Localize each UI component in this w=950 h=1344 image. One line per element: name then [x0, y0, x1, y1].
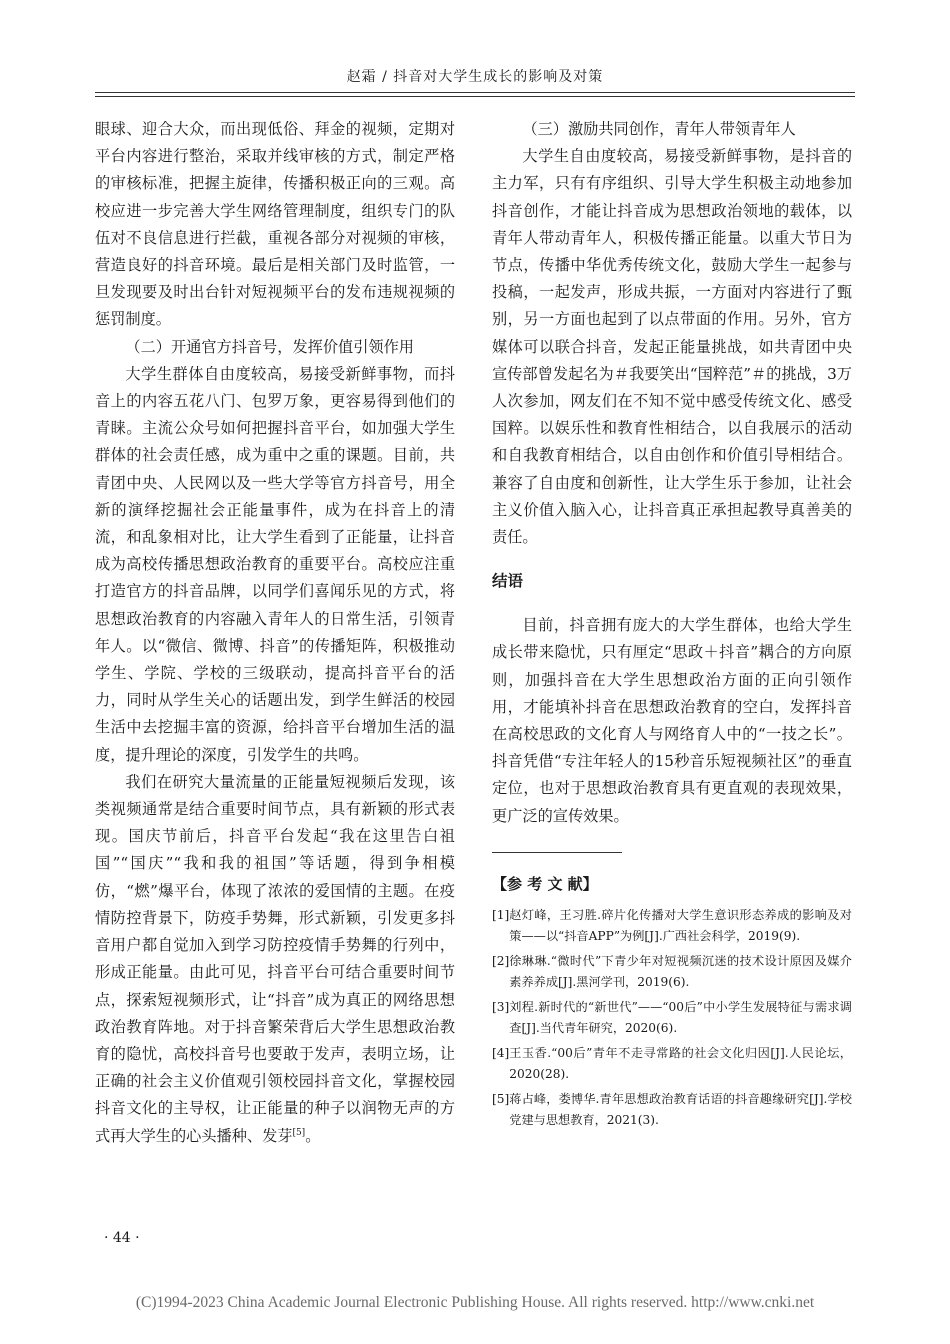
page-number: · 44 · [104, 1230, 140, 1246]
conclusion-heading: 结语 [492, 571, 524, 591]
body-paragraph: 大学生自由度较高，易接受新鲜事物，是抖音的主力军，只有有序组织、引导大学生积极主动地参加抖音创作，才能让抖音成为思想政治领地的载体，以青年人带动青年人，积极传播正能量。以重大节日为节点，传播中华优秀传统文化，鼓励大学生一起参与投稿，一起发声，形成共振，一方面对内容进行了甄别，另一方面也起到了以点带面的作用。另外，官方媒体可以联合抖音，发起正能量挑战，如共青团中央宣传部曾发起名为＃我要笑出“国粹范”＃的挑战，3万人次参加，网友们在不知不觉中感受传统文化、感受国粹。以娱乐性和教育性相结合，以自我展示的活动和自我教育相结合，以自由创作和价值引导相结合。兼容了自由度和创新性，让大学生乐于参加，让社会主义价值入脑入心，让抖音真正承担起教导真善美的责任。 [492, 147, 852, 547]
header-divider [95, 92, 855, 97]
paragraph-end: 。 [305, 1126, 321, 1145]
reference-item [492, 905, 852, 948]
subsection-heading: （二）开通官方抖音号，发挥价值引领作用 [125, 337, 414, 356]
reference-item [492, 951, 852, 994]
reference-text: 蒋占峰，娄博华.青年思想政治教育话语的抖音趣缘研究[J].学校党建与思想教育，2021(3). [509, 1091, 852, 1128]
reference-text: 刘程.新时代的“新世代”——“00后”中小学生发展特征与需求调查[J].当代青年研究，2020(6). [509, 999, 852, 1036]
reference-number: [1] [492, 907, 510, 922]
right-column [492, 116, 852, 1135]
reference-number: [4] [492, 1045, 510, 1060]
reference-text: 王玉香.“00后”青年不走寻常路的社会文化归因[J].人民论坛，2020(28). [509, 1045, 852, 1082]
copyright-notice: (C)1994-2023 China Academic Journal Electronic Publishing House. All rights reserved. http://www.cnki.net [135, 1294, 815, 1311]
body-paragraph: 大学生群体自由度较高，易接受新鲜事物，而抖音上的内容五花八门、包罗万象，更容易得到他们的青睐。主流公众号如何把握抖音平台，如加强大学生群体的社会责任感，成为重中之重的课题。目前，共青团中央、人民网以及一些大学等官方抖音号，用全新的演绎挖掘社会正能量事件，成为在抖音上的清流，和乱象相对比，让大学生看到了正能量，让抖音成为高校传播思想政治教育的重要平台。高校应注重打造官方的抖音品牌，以同学们喜闻乐见的方式，将思想政治教育的内容融入青年人的日常生活，引领青年人。以“微信、微博、抖音”的传播矩阵，积极推动学生、学院、学校的三级联动，提高抖音平台的活力，同时从学生关心的话题出发，到学生鲜活的校园生活中去挖掘丰富的资源，给抖音平台增加生活的温度，提升理论的深度，引发学生的共鸣。 [95, 364, 455, 764]
reference-text: 赵灯峰，王习胜.碎片化传播对大学生意识形态养成的影响及对策——以“抖音APP”为例[J].广西社会科学，2019(9). [509, 907, 852, 944]
references-divider [492, 852, 622, 853]
body-paragraph [95, 769, 455, 1150]
reference-text: 徐琳琳.“微时代”下青少年对短视频沉迷的技术设计原因及媒介素养养成[J].黑河学刊，2019(6). [509, 953, 852, 990]
paragraph-text: 我们在研究大量流量的正能量短视频后发现，该类视频通常是结合重要时间节点，具有新颖的形式表现。国庆节前后，抖音平台发起“我在这里告白祖国”“国庆”“我和我的祖国”等话题，得到争相模仿，“燃”爆平台，体现了浓浓的爱国情的主题。在疫情防控背景下，防疫手势舞，形式新颖，引发更多抖音用户都自觉加入到学习防控疫情手势舞的行列中，形成正能量。由此可见，抖音平台可结合重要时间节点，探索短视频形式，让“抖音”成为真正的网络思想政治教育阵地。对于抖音繁荣背后大学生思想政治教育的隐忧，高校抖音号也要敢于发声，表明立场，让正确的社会主义价值观引领校园抖音文化，掌握校园抖音文化的主导权，让正能量的种子以润物无声的方式再大学生的心头播种、发芽 [95, 772, 455, 1145]
reference-number: [3] [492, 999, 510, 1014]
reference-item [492, 1043, 852, 1086]
reference-item [492, 997, 852, 1040]
running-header: 赵霜 / 抖音对大学生成长的影响及对策 [346, 69, 604, 85]
reference-list [492, 905, 852, 1132]
reference-item [492, 1089, 852, 1132]
left-column [95, 116, 455, 1150]
subsection-heading: （三）激励共同创作，青年人带领青年人 [522, 120, 796, 138]
body-paragraph: 眼球、迎合大众，而出现低俗、拜金的视频，定期对平台内容进行整治，采取并线审核的方式，制定严格的审核标准，把握主旋律，传播积极正向的三观。高校应进一步完善大学生网络管理制度，组织专门的队伍对不良信息进行拦截，重视各部分对视频的审核，营造良好的抖音环境。最后是相关部门及时监管，一旦发现要及时出台针对短视频平台的发布违规视频的惩罚制度。 [95, 120, 455, 329]
citation-marker[interactable]: [5] [292, 1127, 306, 1138]
body-paragraph: 目前，抖音拥有庞大的大学生群体，也给大学生成长带来隐忧，只有厘定“思政＋抖音”耦合的方向原则，加强抖音在大学生思想政治方面的正向引领作用，才能填补抖音在思想政治教育的空白，发挥抖音在高校思政的文化育人与网络育人中的“一技之长”。抖音凭借“专注年轻人的15秒音乐短视频社区”的垂直定位，也对于思想政治教育具有更直观的表现效果，更广泛的宣传效果。 [492, 616, 852, 825]
references-title: 【参 考 文 献】 [492, 874, 598, 893]
reference-number: [5] [492, 1091, 510, 1106]
reference-number: [2] [492, 953, 510, 968]
